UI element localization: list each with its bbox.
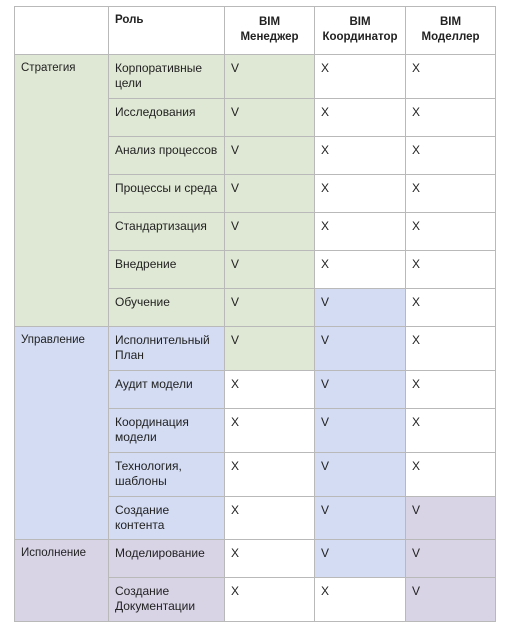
manager-cell: V (225, 99, 315, 137)
header-corner (15, 7, 109, 55)
roles-responsibility-table (14, 6, 496, 622)
modeller-cell: V (406, 540, 496, 578)
coordinator-cell: V (315, 289, 406, 327)
manager-cell: V (225, 137, 315, 175)
role-cell: Внедрение (109, 251, 225, 289)
coordinator-cell: X (315, 251, 406, 289)
manager-cell: X (225, 409, 315, 453)
manager-cell: V (225, 213, 315, 251)
modeller-cell: X (406, 137, 496, 175)
group-management: Управление (15, 327, 109, 540)
coordinator-cell: X (315, 137, 406, 175)
role-cell: Создание Документации (109, 578, 225, 622)
modeller-cell: X (406, 213, 496, 251)
role-cell: Аудит модели (109, 371, 225, 409)
coordinator-cell: V (315, 540, 406, 578)
coordinator-cell: V (315, 327, 406, 371)
coordinator-cell: X (315, 55, 406, 99)
modeller-cell: X (406, 175, 496, 213)
role-cell: Анализ процессов (109, 137, 225, 175)
role-cell: Моделирование (109, 540, 225, 578)
manager-cell: X (225, 453, 315, 497)
modeller-cell: V (406, 578, 496, 622)
role-cell: Исследования (109, 99, 225, 137)
table-row (15, 55, 496, 99)
role-cell: Координация модели (109, 409, 225, 453)
manager-cell: V (225, 327, 315, 371)
modeller-cell: X (406, 371, 496, 409)
header-row (15, 7, 496, 55)
modeller-cell: X (406, 453, 496, 497)
header-bim-manager: BIM Менеджер (225, 7, 315, 55)
manager-cell: V (225, 55, 315, 99)
coordinator-cell: X (315, 175, 406, 213)
table-row (15, 327, 496, 371)
coordinator-cell: V (315, 497, 406, 540)
role-cell: Технология, шаблоны (109, 453, 225, 497)
manager-cell: X (225, 371, 315, 409)
modeller-cell: V (406, 497, 496, 540)
role-cell: Процессы и среда (109, 175, 225, 213)
manager-cell: V (225, 251, 315, 289)
role-cell: Корпоративные цели (109, 55, 225, 99)
coordinator-cell: X (315, 578, 406, 622)
modeller-cell: X (406, 55, 496, 99)
coordinator-cell: X (315, 99, 406, 137)
modeller-cell: X (406, 409, 496, 453)
modeller-cell: X (406, 99, 496, 137)
role-cell: Создание контента (109, 497, 225, 540)
header-bim-modeller: BIM Моделлер (406, 7, 496, 55)
manager-cell: V (225, 289, 315, 327)
table-row (15, 540, 496, 578)
manager-cell: X (225, 497, 315, 540)
coordinator-cell: X (315, 213, 406, 251)
manager-cell: V (225, 175, 315, 213)
manager-cell: X (225, 578, 315, 622)
modeller-cell: X (406, 289, 496, 327)
coordinator-cell: V (315, 409, 406, 453)
group-execution: Исполнение (15, 540, 109, 622)
coordinator-cell: V (315, 453, 406, 497)
role-cell: Исполнительный План (109, 327, 225, 371)
modeller-cell: X (406, 251, 496, 289)
header-bim-coordinator: BIM Координатор (315, 7, 406, 55)
coordinator-cell: V (315, 371, 406, 409)
role-cell: Стандартизация (109, 213, 225, 251)
modeller-cell: X (406, 327, 496, 371)
header-role: Роль (109, 7, 225, 55)
role-cell: Обучение (109, 289, 225, 327)
manager-cell: X (225, 540, 315, 578)
group-strategy: Стратегия (15, 55, 109, 327)
